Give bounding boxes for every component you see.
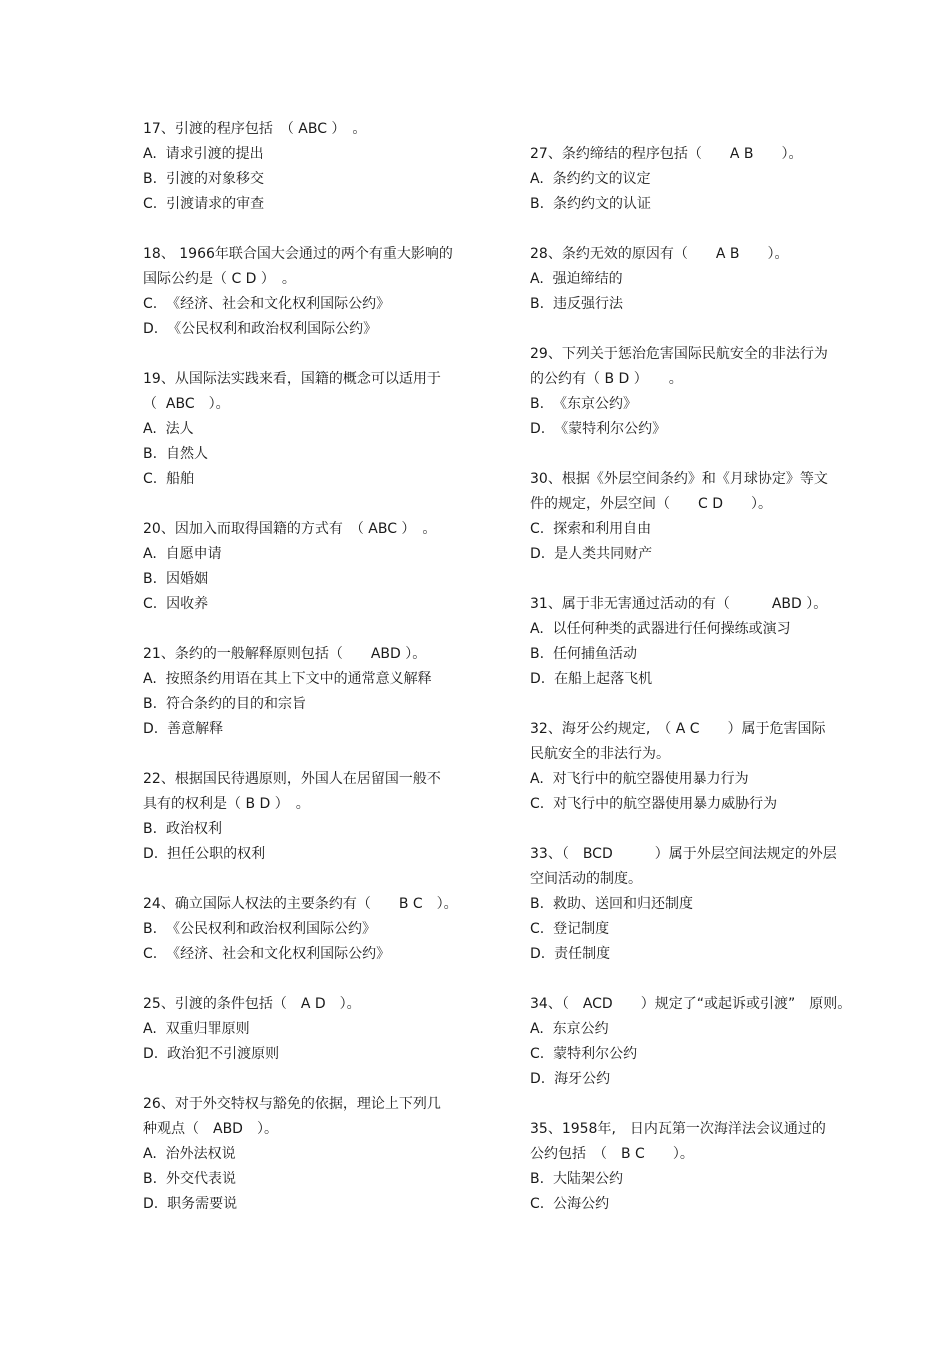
question-line: A. 强迫缔结的 (530, 271, 623, 287)
question-line: D. 在船上起落飞机 (530, 671, 653, 687)
question-line: C. 《经济、社会和文化权利国际公约》 (143, 946, 391, 962)
question-text: 17、引渡的程序包括 （ ABC ） 。 (143, 121, 367, 137)
question-line: A. 请求引渡的提出 (143, 146, 264, 162)
question-line: B. 因婚姻 (143, 571, 208, 587)
question-line: C. 因收养 (143, 596, 209, 612)
question-line: B. 引渡的对象移交 (143, 171, 264, 187)
question-block (143, 767, 523, 867)
question-line: 公约包括 （ B C ）。 (530, 1146, 694, 1162)
question-block (530, 992, 890, 1092)
question-line: B. 自然人 (143, 446, 208, 462)
question-text: 20、因加入而取得国籍的方式有 （ ABC ） 。 (143, 521, 437, 537)
question-line: C. 引渡请求的审查 (143, 196, 265, 212)
question-block (143, 367, 523, 492)
question-text: 27、条约缔结的程序包括（ A B ）。 (530, 146, 803, 162)
question-block (530, 242, 890, 317)
question-line: A. 法人 (143, 421, 194, 437)
question-line: D. 《公民权利和政治权利国际公约》 (143, 321, 378, 337)
question-text: 28、条约无效的原因有（ A B ）。 (530, 246, 789, 262)
question-block (143, 517, 523, 617)
question-line: B. 救助、送回和归还制度 (530, 896, 693, 912)
question-block (143, 242, 523, 342)
question-line: 件的规定，外层空间（ C D ）。 (530, 496, 773, 512)
question-line: B. 政治权利 (143, 821, 222, 837)
question-line: B. 违反强行法 (530, 296, 623, 312)
question-line: B. 大陆架公约 (530, 1171, 623, 1187)
question-line: A. 条约约文的议定 (530, 171, 651, 187)
question-line: B. 任何捕鱼活动 (530, 646, 637, 662)
question-text: 25、引渡的条件包括（ A D ）。 (143, 996, 361, 1012)
question-text: 30、根据《外层空间条约》和《月球协定》等文 (530, 471, 828, 487)
question-line: A. 按照条约用语在其上下文中的通常意义解释 (143, 671, 432, 687)
question-line: B. 外交代表说 (143, 1171, 236, 1187)
question-block (530, 842, 890, 967)
question-line: C. 《经济、社会和文化权利国际公约》 (143, 296, 391, 312)
question-text: 22、根据国民待遇原则，外国人在居留国一般不 (143, 771, 441, 787)
left-question-column (143, 117, 523, 1242)
question-block (530, 1117, 890, 1217)
question-line: C. 蒙特利尔公约 (530, 1046, 638, 1062)
question-line: D. 政治犯不引渡原则 (143, 1046, 280, 1062)
question-line: C. 对飞行中的航空器使用暴力威胁行为 (530, 796, 778, 812)
question-line: B. 符合条约的目的和宗旨 (143, 696, 306, 712)
question-line: 国际公约是（ C D ） 。 (143, 271, 296, 287)
question-text: 18、 1966年联合国大会通过的两个有重大影响的 (143, 246, 453, 262)
question-text: 21、条约的一般解释原则包括（ ABD ）。 (143, 646, 427, 662)
question-line: 民航安全的非法行为。 (530, 746, 670, 762)
question-line: A. 以任何种类的武器进行任何操练或演习 (530, 621, 791, 637)
question-text: 26、对于外交特权与豁免的依据，理论上下列几 (143, 1096, 441, 1112)
question-text: 19、从国际法实践来看，国籍的概念可以适用于 (143, 371, 441, 387)
question-text: 32、海牙公约规定, （ A C ）属于危害国际 (530, 721, 826, 737)
question-line: 种观点（ ABD ）。 (143, 1121, 278, 1137)
question-block (530, 467, 890, 567)
question-block (530, 142, 890, 217)
question-block (143, 1092, 523, 1217)
question-text: 33、（ BCD ）属于外层空间法规定的外层 (530, 846, 837, 862)
question-text: 34、（ ACD ）规定了“或起诉或引渡” 原则。 (530, 996, 852, 1012)
question-line: C. 探索和利用自由 (530, 521, 652, 537)
question-line: A. 自愿申请 (143, 546, 222, 562)
question-block (143, 992, 523, 1067)
question-line: D. 海牙公约 (530, 1071, 611, 1087)
question-line: 空间活动的制度。 (530, 871, 642, 887)
question-line: C. 公海公约 (530, 1196, 610, 1212)
question-block (143, 892, 523, 967)
question-line: B. 《东京公约》 (530, 396, 637, 412)
question-line: A. 双重归罪原则 (143, 1021, 250, 1037)
question-line: A. 对飞行中的航空器使用暴力行为 (530, 771, 749, 787)
question-line: C. 船舶 (143, 471, 195, 487)
question-line: A. 治外法权说 (143, 1146, 236, 1162)
question-line: C. 登记制度 (530, 921, 610, 937)
question-block (143, 117, 523, 217)
question-line: 的公约有（ B D ） 。 (530, 371, 683, 387)
question-block (143, 642, 523, 742)
question-block (530, 592, 890, 692)
question-line: D. 担任公职的权利 (143, 846, 266, 862)
question-line: D. 《蒙特利尔公约》 (530, 421, 667, 437)
right-question-column (530, 117, 890, 1242)
question-line: D. 善意解释 (143, 721, 224, 737)
column-spacer (530, 117, 890, 142)
question-text: 31、属于非无害通过活动的有（ ABD ）。 (530, 596, 828, 612)
question-block (530, 342, 890, 442)
question-text: 35、1958年, 日内瓦第一次海洋法会议通过的 (530, 1121, 826, 1137)
question-line: 具有的权利是（ B D ） 。 (143, 796, 310, 812)
question-text: 24、确立国际人权法的主要条约有（ B C ）。 (143, 896, 458, 912)
question-text: 29、下列关于惩治危害国际民航安全的非法行为 (530, 346, 828, 362)
question-line: A. 东京公约 (530, 1021, 609, 1037)
question-block (530, 717, 890, 817)
question-line: D. 是人类共同财产 (530, 546, 653, 562)
question-line: （ ABC ）。 (143, 396, 230, 412)
question-line: D. 责任制度 (530, 946, 611, 962)
question-line: D. 职务需要说 (143, 1196, 238, 1212)
question-line: B. 条约约文的认证 (530, 196, 651, 212)
question-line: B. 《公民权利和政治权利国际公约》 (143, 921, 376, 937)
